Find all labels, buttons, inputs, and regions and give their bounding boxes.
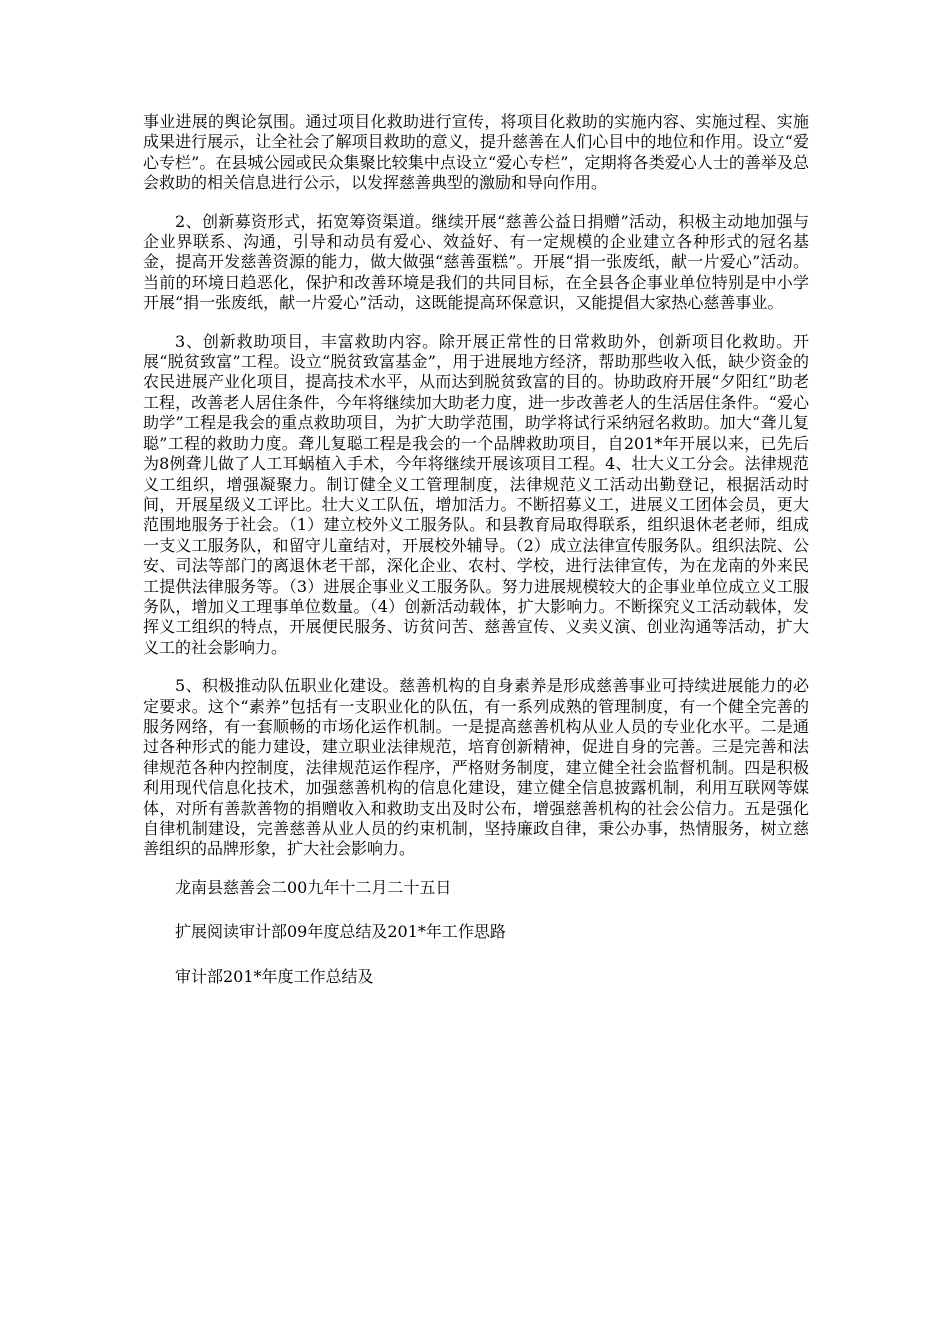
related-reading-1: 扩展阅读审计部09年度总结及201*年工作思路 (175, 922, 506, 942)
document-page (143, 112, 809, 1011)
paragraph-relief-projects: 3、创新救助项目，丰富救助内容。除开展正常性的日常救助外，创新项目化救助。开展“脱贫致富”工程。设立“脱贫致富基金”，用于进展地方经济，帮助那些收入低，缺少资金的农民进展产业化项目，提高技术水平，从而达到脱贫致富的目的。协助政府开展“夕阳红”助老工程，改善老人居住条件，今年将继续加大助老力度，进一步改善老人的生活居住条件。“爱心助学”工程是我会的重点救助项目，为扩大助学范围，助学将试行采纳冠名救助。加大“聋儿复聪”工程的救助力度。聋儿复聪工程是我会的一个品牌救助项目，自201*年开展以来，已先后为8例聋儿做了人工耳蜗植入手术，今年将继续开展该项目工程。4、壮大义工分会。法律规范义工组织，增强凝聚力。制订健全义工管理制度，法律规范义工活动出勤登记，根据活动时间，开展星级义工评比。壮大义工队伍，增加活力。不断招募义工，进展义工团体会员，更大范围地服务于社会。（1）建立校外义工服务队。和县教育局取得联系，组织退休老老师，组成一支义工服务队，和留守儿童结对，开展校外辅导。（2）成立法律宣传服务队。组织法院、公安、司法等部门的离退休老干部，深化企业、农村、学校，进行法律宣传，为在龙南的外来民工提供法律服务等。（3）进展企事业义工服务队。努力进展规模较大的企事业单位成立义工服务队，增加义工理事单位数量。（4）创新活动载体，扩大影响力。不断探究义工活动载体，发挥义工组织的特点，开展便民服务、访贫问苦、慈善宣传、义卖义演、创业沟通等活动，扩大义工的社会影响力。 (143, 331, 809, 657)
paragraph-fundraising: 2、创新募资形式，拓宽筹资渠道。继续开展“慈善公益日捐赠”活动，积极主动地加强与企业界联系、沟通，引导和动员有爱心、效益好、有一定规模的企业建立各种形式的冠名基金，提高开发慈善资源的能力，做大做强“慈善蛋糕”。开展“捐一张废纸，献一片爱心”活动。当前的环境日趋恶化，保护和改善环境是我们的共同目标，在全县各企事业单位特别是中小学开展“捐一张废纸，献一片爱心”活动，这既能提高环保意识，又能提倡大家热心慈善事业。 (143, 211, 809, 313)
signature-line: 龙南县慈善会二00九年十二月二十五日 (175, 877, 452, 897)
paragraph-professionalization: 5、积极推动队伍职业化建设。慈善机构的自身素养是形成慈善事业可持续进展能力的必定要求。这个“素养”包括有一支职业化的队伍，有一系列成熟的管理制度，有一个健全完善的服务网络，有一套顺畅的市场化运作机制。一是提高慈善机构从业人员的专业化水平。二是通过各种形式的能力建设，建立职业法律规范，培育创新精神，促进自身的完善。三是完善和法律规范各种内控制度，法律规范运作程序，严格财务制度，建立健全社会监督机制。四是积极利用现代信息化技术，加强慈善机构的信息化建设，建立健全信息披露机制，利用互联网等媒体，对所有善款善物的捐赠收入和救助支出及时公布，增强慈善机构的社会公信力。五是强化自律机制建设，完善慈善从业人员的约束机制，坚持廉政自律，秉公办事，热情服务，树立慈善组织的品牌形象，扩大社会影响力。 (143, 676, 809, 859)
paragraph-publicity: 事业进展的舆论氛围。通过项目化救助进行宣传，将项目化救助的实施内容、实施过程、实施成果进行展示，让全社会了解项目救助的意义，提升慈善在人们心目中的地位和作用。设立“爱心专栏”。在县城公园或民众集聚比较集中点设立“爱心专栏”，定期将各类爱心人士的善举及总会救助的相关信息进行公示，以发挥慈善典型的激励和导向作用。 (143, 112, 809, 193)
related-reading-2: 审计部201*年度工作总结及 (175, 966, 374, 986)
